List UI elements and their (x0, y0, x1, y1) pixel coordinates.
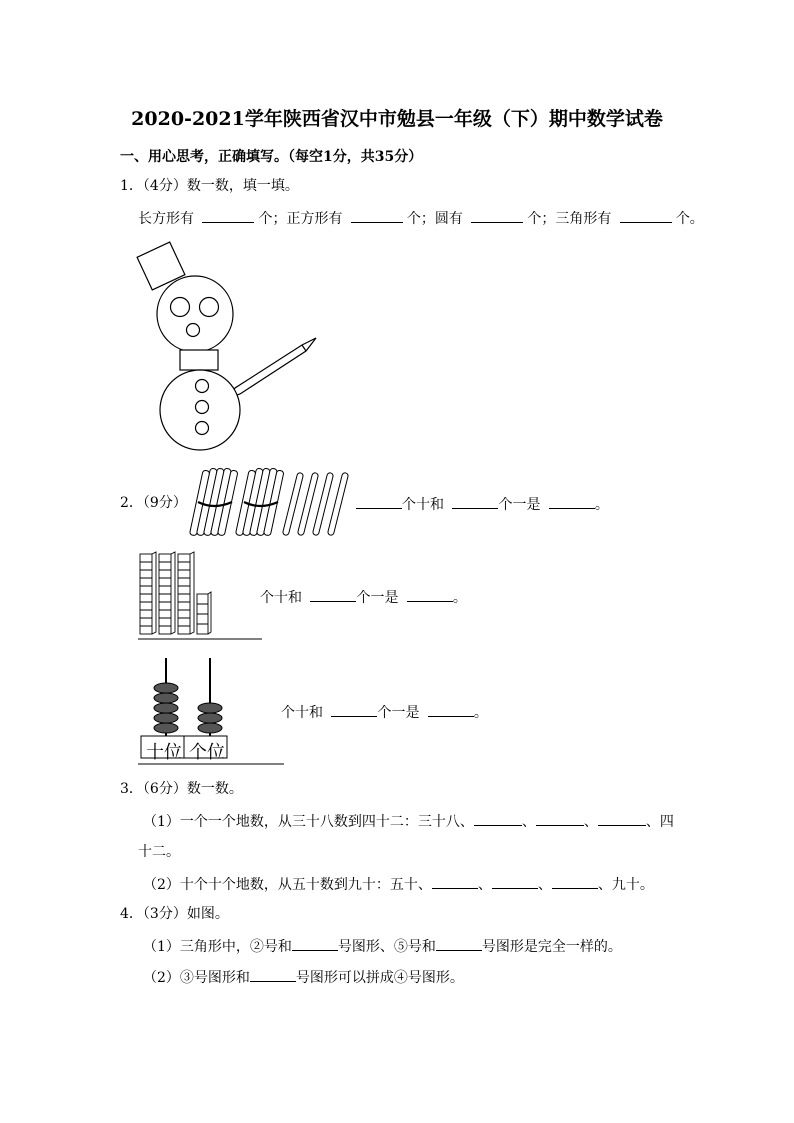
q1-text-rectangle: 长方形有 (138, 211, 194, 227)
q4-p1-text: （1）三角形中，②号和 (143, 939, 292, 955)
q3-p2-sep: 、 (477, 877, 492, 893)
q2-row1-text-tens: 个十和 (402, 497, 444, 513)
q2-row2-text-ones: 个一是 (356, 590, 399, 606)
q3-p2-blank[interactable] (432, 874, 478, 889)
tens-beads (154, 683, 178, 733)
q2-row3-end: 。 (473, 705, 488, 721)
q4-p1-text: 号图形、⑤号和 (337, 939, 436, 955)
page-title: 2020-2021学年陕西省汉中市勉县一年级（下）期中数学试卷 (131, 108, 663, 130)
q2-row2-text-tens: 个十和 (260, 590, 302, 606)
q3-p1-blank[interactable] (536, 811, 584, 826)
q4-p1-blank[interactable] (436, 936, 482, 951)
stick-bundle (235, 468, 284, 536)
ones-beads (198, 703, 222, 733)
q3-p1-sep: 、 (583, 814, 598, 830)
button-circle (196, 422, 209, 435)
sticks-figure (190, 464, 358, 544)
q2-row1-total-blank[interactable] (549, 494, 595, 509)
q4-part1 (143, 936, 622, 956)
head-circle (157, 276, 233, 352)
q1-text-circle: 个；圆有 (406, 211, 463, 227)
q1-text-triangle: 个；三角形有 (527, 211, 612, 227)
q2-row3-total-blank[interactable] (428, 702, 474, 717)
q4-header: 4．（3分）如图。 (120, 906, 229, 922)
q3-part2 (143, 874, 654, 894)
q2-row1-tens-blank[interactable] (356, 494, 402, 509)
q4-part2 (143, 967, 464, 987)
stick-bundle (189, 468, 238, 536)
abacus-label-ones: 个位 (189, 742, 225, 763)
abacus-label-tens: 十位 (146, 742, 182, 763)
q4-p1-blank[interactable] (292, 936, 338, 951)
nose-circle (187, 324, 200, 337)
q1-blank-square[interactable] (351, 208, 403, 223)
snowman-figure (130, 238, 330, 458)
q3-p1-text: （1）一个一个地数，从三十八数到四十二：三十八、 (143, 814, 474, 830)
q3-p2-blank[interactable] (492, 874, 538, 889)
q2-row1 (356, 494, 609, 514)
q2-row1-ones-blank[interactable] (452, 494, 498, 509)
q4-p2-end: 号图形可以拼成④号图形。 (295, 970, 464, 986)
q1-fill-line (138, 208, 704, 228)
q1-header: 1．（4分）数一数，填一填。 (120, 178, 299, 194)
q3-p2-text: （2）十个十个地数，从五十数到九十：五十、 (143, 877, 432, 893)
q1-blank-triangle[interactable] (620, 208, 672, 223)
q1-text-square: 个；正方形有 (258, 211, 343, 227)
eye-left-circle (171, 298, 190, 317)
q2-row2-end: 。 (452, 590, 467, 606)
q2-row2-ones-blank[interactable] (310, 587, 356, 602)
ones-cubes (197, 592, 211, 634)
button-circle (196, 380, 209, 393)
q2-row1-text-ones: 个一是 (498, 497, 541, 513)
q1-text-end: 个。 (675, 211, 704, 227)
q3-header: 3．（6分）数一数。 (120, 781, 243, 797)
q1-blank-circle[interactable] (471, 208, 523, 223)
q2-row3-text-ones: 个一是 (377, 705, 420, 721)
q3-p1-blank[interactable] (598, 811, 646, 826)
single-sticks (282, 472, 348, 536)
button-circle (196, 401, 209, 414)
q3-p2-end: 、九十。 (597, 877, 654, 893)
eye-right-circle (200, 298, 219, 317)
tens-rods (140, 552, 194, 634)
q3-p2-sep: 、 (537, 877, 552, 893)
q4-p2-blank[interactable] (250, 967, 296, 982)
q2-row3 (281, 702, 488, 722)
q3-p1-blank[interactable] (474, 811, 522, 826)
q1-blank-rectangle[interactable] (202, 208, 254, 223)
q2-row2 (260, 587, 467, 607)
q3-p1-end: 、四 (645, 814, 674, 830)
q2-row2-total-blank[interactable] (407, 587, 453, 602)
q3-p1-sep: 、 (521, 814, 536, 830)
q2-row3-text-tens: 个十和 (281, 705, 323, 721)
q2-row3-ones-blank[interactable] (331, 702, 377, 717)
q3-p2-blank[interactable] (552, 874, 598, 889)
q4-p1-end: 号图形是完全一样的。 (481, 939, 622, 955)
pencil-arm (226, 338, 316, 399)
q3-part1 (143, 811, 674, 831)
neck-rectangle (180, 350, 218, 370)
q2-row1-end: 。 (594, 497, 609, 513)
section-heading: 一、用心思考，正确填写。（每空1分，共35分） (120, 149, 423, 165)
q2-number: 2．（9分） (120, 495, 187, 511)
cubes-figure (138, 552, 264, 642)
q3-p1-wrap: 十二。 (138, 844, 180, 860)
q4-p2-text: （2）③号图形和 (143, 970, 250, 986)
